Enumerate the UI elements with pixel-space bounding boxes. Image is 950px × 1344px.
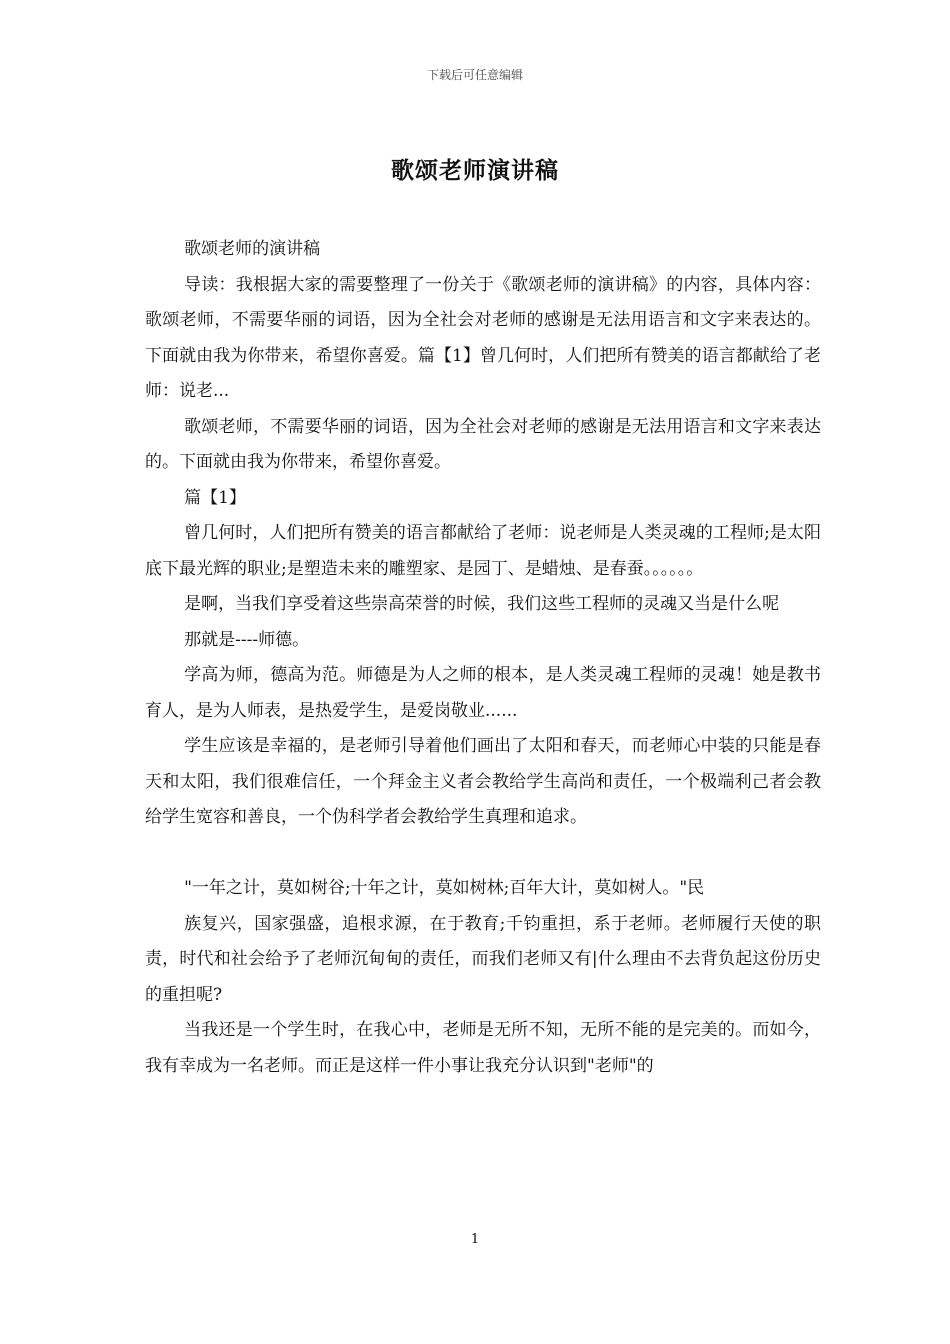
paragraph: 歌颂老师的演讲稿 bbox=[184, 239, 321, 259]
paragraph: 族复兴，国家强盛，追根求源，在于教育;千钧重担，系于老师。老师履行天使的职责，时代和社会给予了老师沉甸甸的责任，而我们老师又有|什么理由不去背负起这份历史的重担呢? bbox=[145, 913, 821, 1005]
paragraph: 学生应该是幸福的，是老师引导着他们画出了太阳和春天，而老师心中装的只能是春天和太阳，我们很难信任，一个拜金主义者会教给学生高尚和责任，一个极端利己者会教给学生宽容和善良，一个伪科学者会教给学生真理和追求。 bbox=[145, 736, 821, 827]
document-body bbox=[145, 232, 821, 1084]
page-number: 1 bbox=[470, 1232, 480, 1247]
paragraph: 当我还是一个学生时，在我心中，老师是无所不知，无所不能的是完美的。而如今，我有幸成为一名老师。而正是这样一件小事让我充分认识到"老师"的 bbox=[145, 1020, 821, 1076]
paragraph: "一年之计，莫如树谷;十年之计，莫如树林;百年大计，莫如树人。"民 bbox=[184, 878, 705, 898]
paragraph: 歌颂老师，不需要华丽的词语，因为全社会对老师的感谢是无法用语言和文字来表达的。下面就由我为你带来，希望你喜爱。 bbox=[145, 416, 821, 472]
paragraph: 是啊，当我们享受着这些崇高荣誉的时候，我们这些工程师的灵魂又当是什么呢 bbox=[184, 594, 780, 614]
paragraph: 导读：我根据大家的需要整理了一份关于《歌颂老师的演讲稿》的内容，具体内容：歌颂老师，不需要华丽的词语，因为全社会对老师的感谢是无法用语言和文字来表达的。下面就由我为你带来，希望你喜爱。篇【1】曾几何时，人们把所有赞美的语言都献给了老师：说老... bbox=[145, 274, 821, 401]
paragraph: 曾几何时，人们把所有赞美的语言都献给了老师：说老师是人类灵魂的工程师;是太阳底下最光辉的职业;是塑造未来的雕塑家、是园丁、是蜡烛、是春蚕。。。。。。 bbox=[145, 523, 821, 579]
paragraph: 学高为师，德高为范。师德是为人之师的根本，是人类灵魂工程师的灵魂！她是教书育人，是为人师表，是热爱学生，是爱岗敬业...... bbox=[145, 665, 821, 721]
page-header: 下载后可任意编辑 bbox=[426, 68, 523, 82]
document-title: 歌颂老师演讲稿 bbox=[391, 157, 559, 184]
paragraph: 那就是----师德。 bbox=[184, 629, 310, 650]
paragraph-spacer bbox=[145, 836, 821, 872]
paragraph: 篇【1】 bbox=[184, 487, 246, 508]
